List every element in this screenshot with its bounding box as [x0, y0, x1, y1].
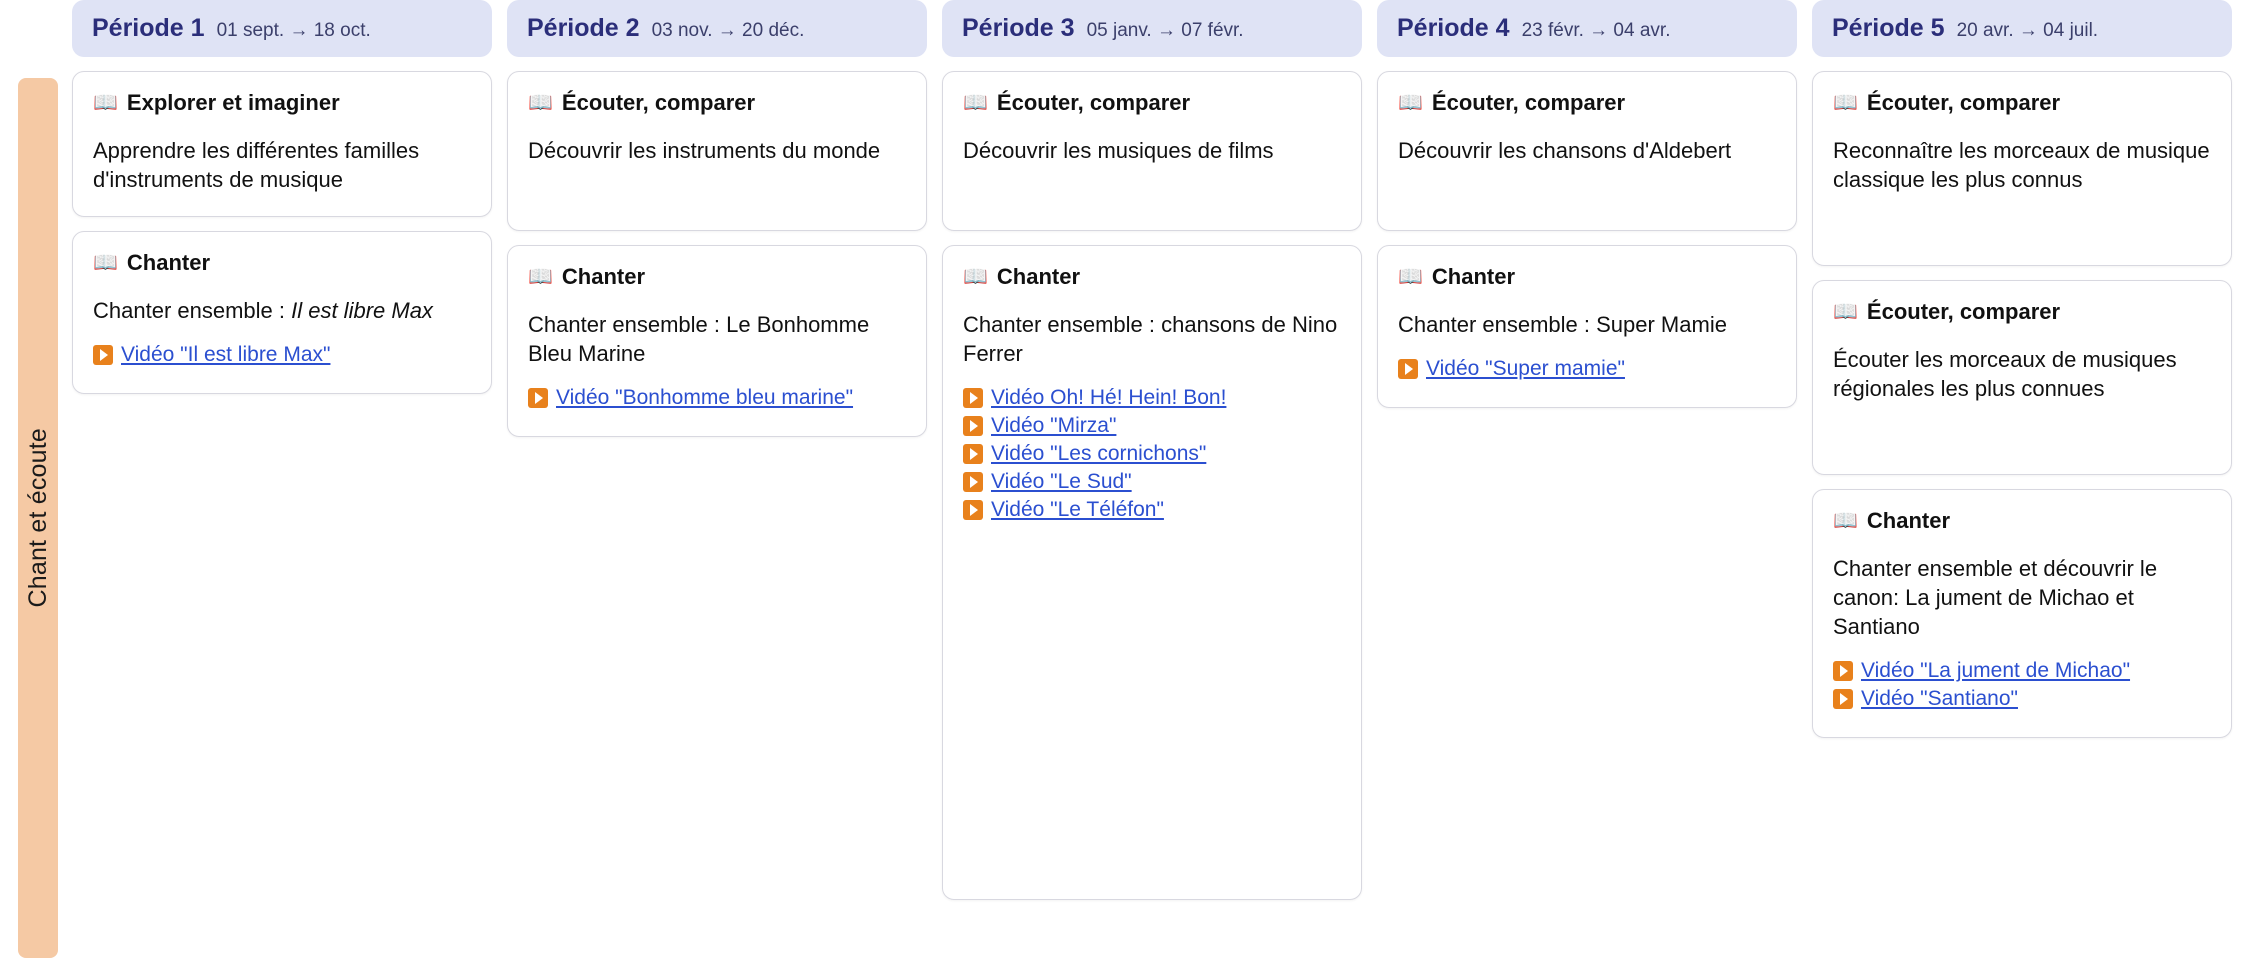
card-title-text: Chanter — [996, 264, 1081, 289]
card-title-row — [1398, 90, 1776, 116]
period-title: Période 1 — [92, 14, 205, 42]
activity-card — [1377, 245, 1797, 408]
video-link[interactable]: Vidéo "Le Téléfon" — [991, 498, 1164, 522]
video-link[interactable]: Vidéo "Le Sud" — [991, 470, 1132, 494]
video-link[interactable]: Vidéo "Bonhomme bleu marine" — [556, 386, 854, 410]
book-icon: 📖 — [93, 92, 118, 114]
video-link-row[interactable] — [963, 414, 1341, 438]
book-icon: 📖 — [93, 252, 118, 275]
period-header-3 — [942, 0, 1362, 57]
card-title-row — [1398, 264, 1776, 290]
period-column-4 — [1377, 0, 1797, 914]
card-title-row — [1833, 90, 2211, 116]
period-dates: 03 nov. → 20 déc. — [651, 20, 805, 41]
video-play-icon — [1398, 359, 1418, 379]
video-link[interactable]: Vidéo "La jument de Michao" — [1861, 659, 2131, 683]
period-header-1 — [72, 0, 492, 57]
period-title: Période 4 — [1397, 14, 1510, 42]
video-link[interactable]: Vidéo "Les cornichons" — [991, 442, 1207, 466]
card-body-text: Chanter ensemble et découvrir le canon: La jument de Michao et Santiano — [1833, 556, 2158, 640]
video-link-row[interactable] — [528, 386, 906, 410]
period-column-2 — [507, 0, 927, 914]
period-column-5 — [1812, 0, 2232, 914]
card-title-row — [93, 250, 471, 276]
activity-card — [1812, 489, 2232, 738]
activity-card — [72, 71, 492, 217]
card-body-text: Découvrir les chansons d'Aldebert — [1398, 138, 1732, 163]
card-title-text: Écouter, comparer — [1866, 299, 2061, 324]
book-icon: 📖 — [963, 266, 988, 288]
card-title-text: Chanter — [561, 264, 646, 289]
period-header-2 — [507, 0, 927, 57]
card-title-row — [528, 90, 906, 116]
card-title-text: Chanter — [1866, 508, 1951, 533]
book-icon: 📖 — [1398, 266, 1423, 288]
video-link-row[interactable] — [93, 343, 471, 367]
video-play-icon — [1833, 689, 1853, 709]
video-play-icon — [528, 388, 548, 408]
book-icon: 📖 — [1833, 92, 1858, 114]
card-links — [528, 386, 906, 410]
card-links — [93, 343, 471, 367]
video-link-row[interactable] — [1833, 659, 2211, 683]
activity-card — [942, 71, 1362, 231]
card-body-emphasis: Il est libre Max — [291, 298, 433, 324]
card-links — [1398, 357, 1776, 381]
card-title-text: Explorer et imaginer — [126, 90, 340, 115]
card-body-text: Chanter ensemble : Le Bonhomme Bleu Marine — [528, 312, 870, 367]
video-link-row[interactable] — [963, 470, 1341, 494]
video-play-icon — [1833, 661, 1853, 681]
period-title: Période 3 — [962, 14, 1075, 42]
period-column-1 — [72, 0, 492, 914]
card-body-text: Chanter ensemble : chansons de Nino Ferrer — [963, 312, 1338, 367]
card-title-text: Écouter, comparer — [561, 90, 756, 115]
activity-card — [1812, 280, 2232, 475]
video-link[interactable]: Vidéo "Super mamie" — [1426, 357, 1625, 381]
card-body-text: Écouter les morceaux de musiques régionales les plus connues — [1833, 347, 2177, 402]
book-icon: 📖 — [1833, 510, 1858, 532]
activity-card — [507, 71, 927, 231]
video-play-icon — [963, 500, 983, 520]
card-links — [1833, 659, 2211, 711]
book-icon: 📖 — [963, 92, 988, 114]
card-body-text: Chanter ensemble : Super Mamie — [1398, 312, 1727, 337]
card-title-row — [1833, 508, 2211, 534]
video-play-icon — [963, 388, 983, 408]
card-body-text: Apprendre les différentes familles d'instruments de musique — [93, 138, 420, 193]
book-icon: 📖 — [528, 92, 553, 114]
period-header-5 — [1812, 0, 2232, 57]
video-play-icon — [963, 444, 983, 464]
card-title-row — [963, 264, 1341, 290]
period-columns — [72, 0, 2242, 914]
video-link-row[interactable] — [963, 442, 1341, 466]
video-play-icon — [93, 345, 113, 365]
activity-card — [72, 231, 492, 394]
card-title-text: Chanter — [126, 250, 211, 276]
card-body-text — [93, 296, 471, 325]
activity-card — [507, 245, 927, 437]
card-title-text: Écouter, comparer — [996, 90, 1191, 115]
card-body-text: Reconnaître les morceaux de musique classique les plus connus — [1833, 138, 2210, 193]
period-header-4 — [1377, 0, 1797, 57]
card-body-text: Découvrir les musiques de films — [963, 138, 1274, 163]
period-column-3 — [942, 0, 1362, 914]
video-play-icon — [963, 472, 983, 492]
activity-card — [1812, 71, 2232, 266]
card-body-prefix: Chanter ensemble : — [93, 298, 292, 324]
period-title: Période 2 — [527, 14, 640, 42]
period-title: Période 5 — [1832, 14, 1945, 42]
book-icon: 📖 — [1833, 301, 1858, 323]
video-play-icon — [963, 416, 983, 436]
period-dates: 20 avr. → 04 juil. — [1956, 20, 2099, 41]
period-dates: 23 févr. → 04 avr. — [1521, 20, 1671, 41]
card-title-row — [93, 90, 471, 116]
period-dates: 01 sept. → 18 oct. — [216, 20, 371, 41]
card-title-text: Écouter, comparer — [1431, 90, 1626, 115]
video-link-row[interactable] — [963, 498, 1341, 522]
card-title-row — [528, 264, 906, 290]
card-title-text: Écouter, comparer — [1866, 90, 2061, 115]
activity-card — [942, 245, 1362, 900]
video-link[interactable]: Vidéo "Il est libre Max" — [121, 343, 331, 367]
rail-label: Chant et écoute — [23, 428, 52, 608]
video-link-row[interactable] — [963, 386, 1341, 410]
card-title-row — [1833, 299, 2211, 325]
card-links — [963, 386, 1341, 522]
video-link[interactable]: Vidéo Oh! Hé! Hein! Bon! — [991, 386, 1227, 410]
period-dates: 05 janv. → 07 févr. — [1086, 20, 1244, 41]
activity-card — [1377, 71, 1797, 231]
video-link[interactable]: Vidéo "Santiano" — [1861, 687, 2018, 711]
video-link-row[interactable] — [1398, 357, 1776, 381]
book-icon: 📖 — [1398, 92, 1423, 114]
domain-rail-chant-et-ecoute — [18, 78, 58, 958]
card-title-row — [963, 90, 1341, 116]
card-body-text: Découvrir les instruments du monde — [528, 138, 881, 163]
card-title-text: Chanter — [1431, 264, 1516, 289]
book-icon: 📖 — [528, 266, 553, 288]
video-link[interactable]: Vidéo "Mirza" — [991, 414, 1117, 438]
video-link-row[interactable] — [1833, 687, 2211, 711]
